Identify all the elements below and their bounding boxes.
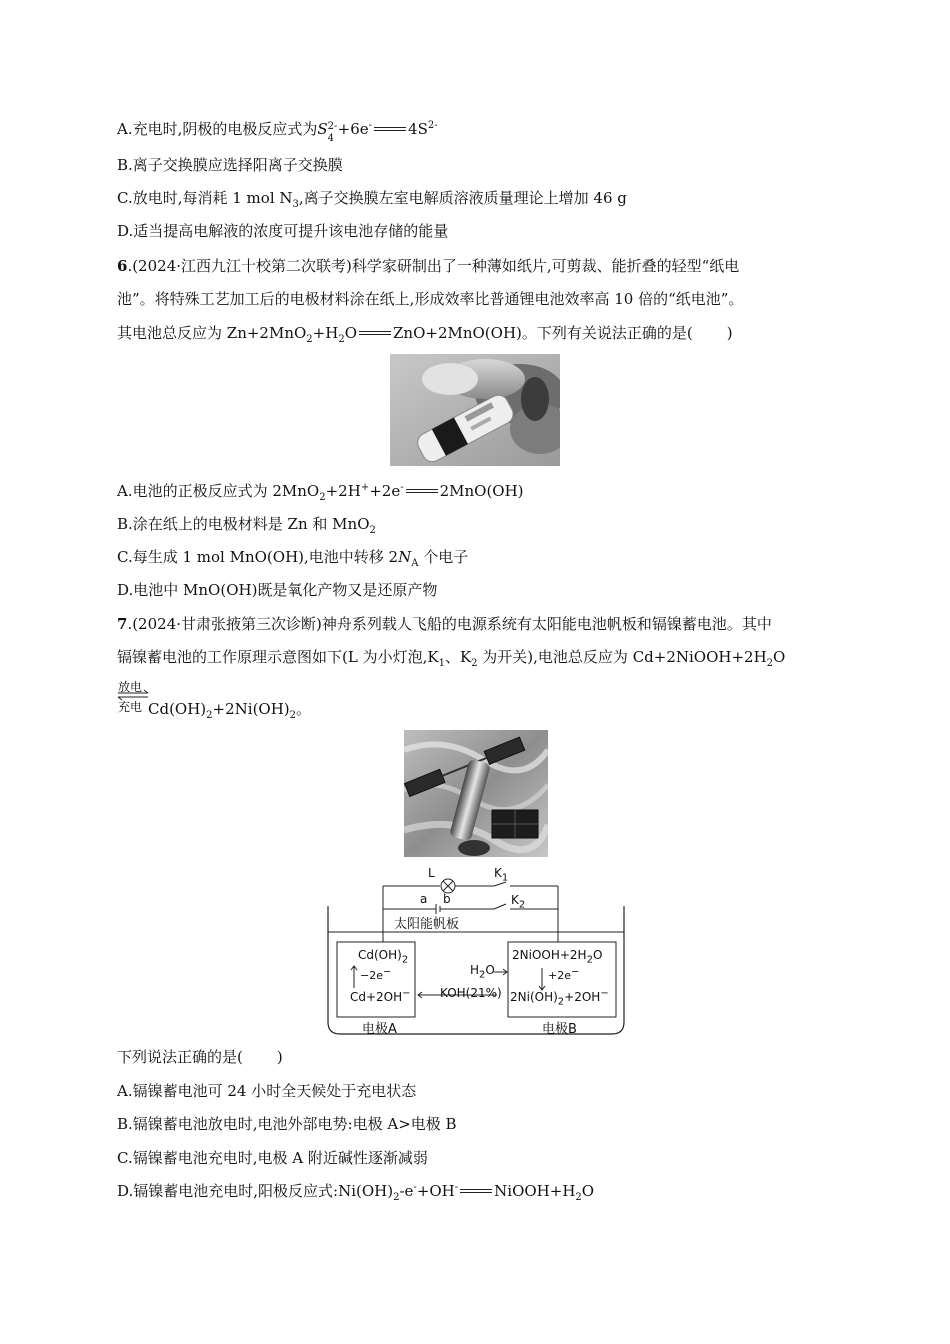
equals-sign xyxy=(357,323,393,343)
q5-option-b: B.离子交换膜应选择阳离子交换膜 xyxy=(117,156,343,174)
equals-sign xyxy=(404,481,440,501)
q7-stem-line3: $Cd(OH)_2+2Ni(OH)_2$。 xyxy=(148,700,312,721)
q6-option-d: D.电池中 MnO(OH)既是氧化产物又是还原产物 xyxy=(117,581,438,599)
q6-stem-line2: 池”。将特殊工艺加工后的电极材料涂在纸上,形成效率比普通锂电池效率高 10 倍的“纸电池”。 xyxy=(117,290,744,308)
q5-option-c: C.放电时,每消耗 1 mol $N_3$,离子交换膜左室电解质溶液质量理论上增加 46 g xyxy=(117,189,627,210)
q6-option-a: A.电池的正极反应式为 2MnO$_2$+2H++2e- 2MnO(OH) xyxy=(117,482,524,503)
q7-stem-line1: 7.(2024·甘肃张掖第三次诊断)神舟系列载人飞船的电源系统有太阳能电池帆板和镉镍蓄电池。其中 xyxy=(117,615,772,633)
q6-option-b: B.涂在纸上的电极材料是 Zn 和 MnO$_2$ xyxy=(117,515,376,536)
q7-option-d: D.镉镍蓄电池充电时,阳极反应式$:Ni(OH)_2-e^-+OH^-$ $NiOOH+H_2O$ xyxy=(117,1182,595,1203)
reversible-arrow: 放电 充电 xyxy=(116,678,158,712)
spacecraft-photo xyxy=(404,730,548,857)
q5-option-a: A.充电时,阴极的电极反应式为S 2- 4 +6e- $4S^{2-}$ xyxy=(117,120,438,144)
q6-stem-line1: 6.(2024·江西九江十校第二次联考)科学家研制出了一种薄如纸片,可剪裁、能折叠的轻型“纸电 xyxy=(117,257,740,275)
q6-stem-line3: 其电池总反应为 $Zn+2MnO_2+H_2O$ ZnO+2MnO(OH)。下列有关说法正确的是( ) xyxy=(117,324,733,345)
equals-sign xyxy=(458,1181,494,1201)
paper-battery-photo xyxy=(390,354,560,466)
q6-option-c: C.每生成 1 mol MnO(OH),电池中转移 $2N_A$ 个电子 xyxy=(117,548,469,569)
q7-option-b: B.镉镍蓄电池放电时,电池外部电势:电极 A>电极 B xyxy=(117,1115,457,1133)
q7-option-a: A.镉镍蓄电池可 24 小时全天候处于充电状态 xyxy=(117,1082,417,1100)
equals-sign xyxy=(372,119,408,139)
q7-option-c: C.镉镍蓄电池充电时,电极 A 附近碱性逐渐减弱 xyxy=(117,1149,428,1167)
q7-stem-line2: 镉镍蓄电池的工作原理示意图如下(L 为小灯泡$,K_1$、$K_2$ 为开关),电池总反应为 $Cd+2NiOOH+2H_2O$ xyxy=(117,648,786,669)
q7-ask: 下列说法正确的是( ) xyxy=(117,1048,283,1066)
q5-option-d: D.适当提高电解液的浓度可提升该电池存储的能量 xyxy=(117,222,449,240)
nicd-battery-diagram: L $K_1$ $K_2$ a b 太阳能帆板 $Cd(OH)_2$ −2e− Cd+2OH− $H_2O$ KOH(21%) $2NiOOH+2H_2O$ +2e− $2Ni(OH)_2+2OH^-$ 电极A 电极B xyxy=(322,862,628,1037)
